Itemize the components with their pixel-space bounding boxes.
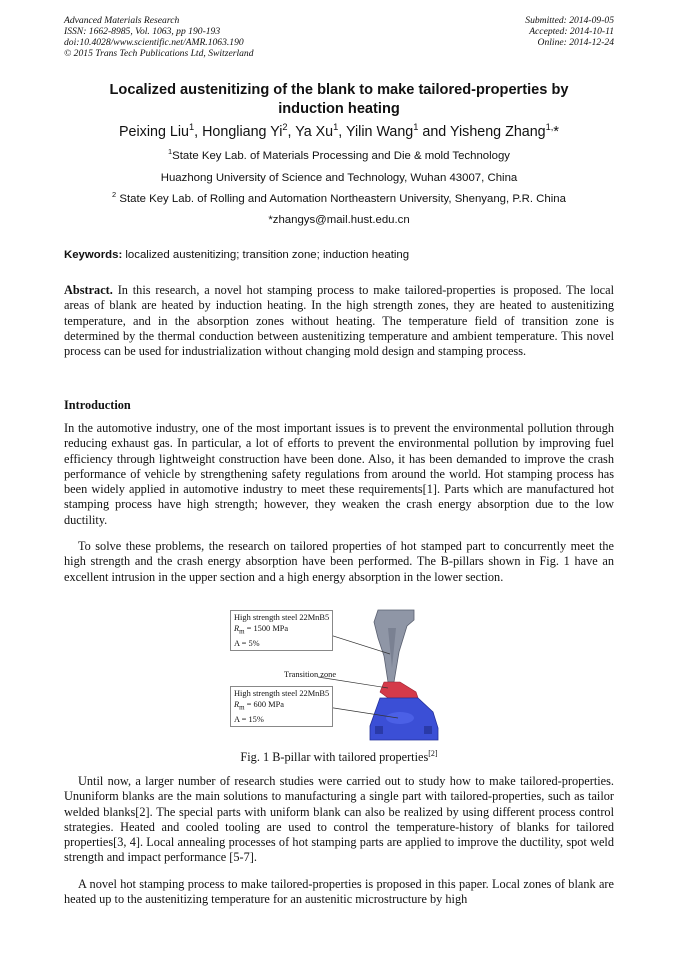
figure-1-b-pillar xyxy=(228,608,448,746)
author-separator: , xyxy=(194,124,203,140)
doi: doi:10.4028/www.scientific.net/AMR.1063.190 xyxy=(64,37,244,48)
author: Hongliang Yi xyxy=(202,124,283,140)
affiliation-mark: 2 xyxy=(112,190,117,200)
affiliation-1-line-1: $^1$State Key Lab. of Materials Processing and Die & mold Technology xyxy=(167,147,511,162)
author-list xyxy=(0,124,678,140)
author-affiliation-mark: 1, xyxy=(545,122,554,133)
author: Ya Xu xyxy=(295,124,334,140)
lower-zone-label: High strength steel 22MnB5 $R_m = 600$ MPa A = 15% xyxy=(230,686,333,727)
affiliation-1-line-2: Huazhong University of Science and Technology, Wuhan 43007, China xyxy=(160,172,518,184)
author-affiliation-mark: 1 xyxy=(413,122,419,133)
paper-title xyxy=(64,81,614,119)
intro-paragraph-1: In the automotive industry, one of the most important issues is to prevent the environmental pollution through reducing exhaust gas. In particular, a lot of efforts to prevent the environmental pollution by improving fuel efficiency through lightweight construction have been done. Also, it has been demanded to improve the crash performance of vehicle by strengthening safety regulations from around the world. Hot stamping process has been widely applied in automotive industry to meet these requirements[1]. Parts which are manufactured hot stamping process have high strength; however, they weaken the crash energy absorption due to the low ductility. xyxy=(64,421,614,527)
title-line-1: Localized austenitizing of the blank to make tailored-properties by xyxy=(109,82,569,98)
copyright: © 2015 Trans Tech Publications Ltd, Switzerland xyxy=(64,48,254,59)
author-separator: , xyxy=(338,124,346,140)
affiliation-mark: 1 xyxy=(167,147,173,157)
upper-zone-label: High strength steel 22MnB5 $R_m = 1500$ MPa A = 5% xyxy=(230,610,333,651)
journal-name: Advanced Materials Research xyxy=(64,15,180,26)
keywords-label: Keywords: xyxy=(64,249,123,261)
journal-info xyxy=(64,15,254,59)
intro-paragraph-2: To solve these problems, the research on tailored properties of hot stamped part to concurrently meet the high strength and the crash energy absorption have been performed. The B-pillars shown in Fig. 1 have an excellent intrusion in the upper section and a high energy absorption in the lower section. xyxy=(64,539,614,584)
figure-1-caption: Fig. 1 B-pillar with tailored properties[2] xyxy=(240,748,438,764)
keywords-text: localized austenitizing; transition zone; induction heating xyxy=(125,249,410,261)
author-separator: and xyxy=(418,124,450,140)
title-line-2: induction heating xyxy=(278,101,400,117)
author-affiliation-mark: 1 xyxy=(333,122,339,133)
abstract-text: In this research, a novel hot stamping process to make tailored-properties is proposed. The local areas of blank are heated by induction heating. In the high strength zones, they are heated to austenitizing temperature, and in the absorption zones without heating. The temperature field of transition zone is determined by the thermal conduction between austenitizing temperature and ambient temperature. This novel process can be used for industrialization without changing mold design and stamping process. xyxy=(64,283,615,359)
transition-zone-label: Transition zone xyxy=(284,670,337,679)
author-separator: , xyxy=(287,124,296,140)
author: Yilin Wang xyxy=(345,124,414,140)
submitted-date: Submitted: 2014-09-05 xyxy=(525,15,614,26)
issn-volume: ISSN: 1662-8985, Vol. 1063, pp 190-193 xyxy=(64,26,221,37)
author: Peixing Liu xyxy=(119,124,189,140)
section-heading-introduction: Introduction xyxy=(64,398,131,412)
abstract xyxy=(64,283,614,359)
caption-citation: [2] xyxy=(428,748,438,758)
accepted-date: Accepted: 2014-10-11 xyxy=(529,26,614,37)
corresponding-mark: * xyxy=(553,124,559,140)
paragraph-after-figure-2: A novel hot stamping process to make tailored-properties is proposed in this paper. Local zones of blank are heated up to the austenitizing temperature for an austenitic microstructure by high xyxy=(64,877,614,907)
author-affiliation-mark: 2 xyxy=(282,122,288,133)
author-affiliation-mark: 1 xyxy=(188,122,195,133)
dates-info xyxy=(525,15,614,48)
keywords xyxy=(64,249,409,261)
email: *zhangys@mail.hust.edu.cn xyxy=(268,214,410,226)
transition-zone xyxy=(380,682,418,698)
paragraph-after-figure-1: Until now, a larger number of research studies were carried out to study how to make tailored-properties. Ununiform blanks are the main solutions to manufacturing a single part with tailored-properties, such as tailor welded blanks[2]. The special parts with uniform blank can also be realized by using different process control strategies. Heated and cooled tooling are used to control the temperature-history of blanks for tailored properties[3, 4]. Local annealing processes of hot stamping parts are applied to improve the ductility, spot weld strength and impact performance [5-7]. xyxy=(64,774,614,865)
online-date: Online: 2014-12-24 xyxy=(537,37,614,48)
author: Yisheng Zhang xyxy=(449,124,546,140)
affiliation-2: $^2$ State Key Lab. of Rolling and Automation Northeastern University, Shenyang, P.R. China xyxy=(112,190,566,205)
abstract-label: Abstract. xyxy=(64,283,113,297)
